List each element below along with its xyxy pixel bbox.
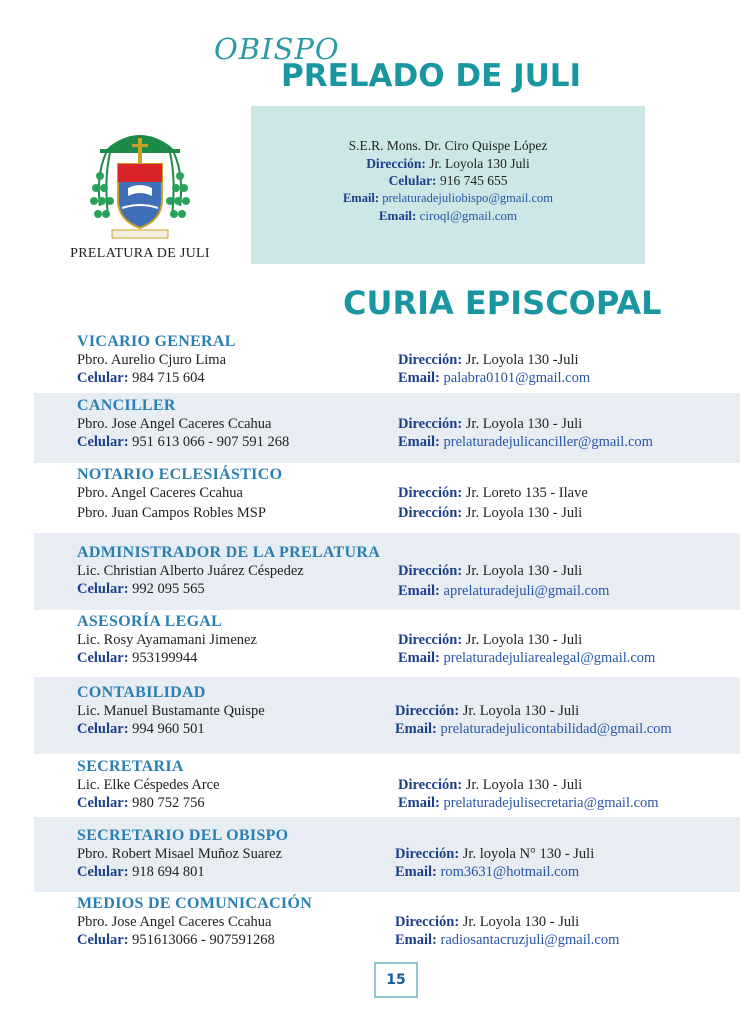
bishop-celular: 916 745 655 bbox=[439, 173, 508, 188]
celular-label: Celular: bbox=[77, 370, 129, 386]
entry-direccion-line bbox=[395, 913, 619, 931]
entry-celular: 994 960 501 bbox=[132, 721, 205, 737]
entry-direccion-line bbox=[398, 415, 653, 433]
email-label: Email: bbox=[398, 434, 440, 450]
entry-email-link[interactable]: rom3631@hotmail.com bbox=[440, 864, 580, 880]
entry-role: ASESORÍA LEGAL bbox=[77, 613, 223, 630]
directory-entry bbox=[77, 544, 737, 598]
entry-role: ADMINISTRADOR DE LA PRELATURA bbox=[77, 544, 381, 561]
entry-email-link[interactable]: prelaturadejulicanciller@gmail.com bbox=[443, 434, 653, 450]
celular-label: Celular: bbox=[77, 581, 129, 597]
bishop-direccion-line bbox=[251, 155, 645, 173]
entry-email-line bbox=[395, 720, 672, 738]
direccion-label: Dirección: bbox=[398, 352, 463, 368]
direccion-label: Dirección: bbox=[398, 485, 463, 501]
email-label: Email: bbox=[398, 370, 440, 386]
entry-direccion-line bbox=[398, 562, 609, 580]
entry-contact bbox=[398, 562, 609, 600]
email-label: Email: bbox=[398, 583, 440, 599]
entry-celular: 951613066 - 907591268 bbox=[132, 932, 275, 948]
entry-role: VICARIO GENERAL bbox=[77, 333, 236, 350]
direccion-label: Dirección: bbox=[398, 632, 463, 648]
entry-celular: 918 694 801 bbox=[132, 864, 205, 880]
entry-direccion: Jr. Loyola 130 -Juli bbox=[465, 352, 579, 368]
entry-direccion-line bbox=[398, 776, 659, 794]
entry-name: Pbro. Jose Angel Caceres Ccahua bbox=[77, 914, 272, 930]
entry-email-link[interactable]: radiosantacruzjuli@gmail.com bbox=[440, 932, 620, 948]
entry-role: NOTARIO ECLESIÁSTICO bbox=[77, 466, 283, 483]
entry-email-link[interactable]: aprelaturadejuli@gmail.com bbox=[443, 583, 610, 599]
entry-direccion-line bbox=[398, 484, 588, 502]
entry-direccion-2: Jr. Loyola 130 - Juli bbox=[465, 505, 583, 521]
celular-label: Celular: bbox=[77, 932, 129, 948]
entry-email-line bbox=[398, 649, 655, 667]
header-title-italic: OBISPO bbox=[214, 32, 340, 66]
email-label: Email: bbox=[395, 932, 437, 948]
entry-direccion: Jr. Loyola 130 - Juli bbox=[465, 777, 583, 793]
email-label: Email: bbox=[342, 190, 380, 205]
entry-direccion: Jr. Loreto 135 - Ilave bbox=[465, 485, 588, 501]
entry-contact bbox=[395, 845, 594, 881]
entry-email-line bbox=[398, 794, 659, 812]
celular-label: Celular: bbox=[77, 864, 129, 880]
entry-name-2: Pbro. Juan Campos Robles MSP bbox=[77, 505, 266, 521]
entry-celular: 980 752 756 bbox=[132, 795, 205, 811]
direccion-label: Dirección: bbox=[395, 846, 460, 862]
entry-contact bbox=[398, 415, 653, 451]
entry-direccion-line bbox=[395, 845, 594, 863]
entry-celular: 984 715 604 bbox=[132, 370, 205, 386]
entry-direccion: Jr. Loyola 130 - Juli bbox=[465, 416, 583, 432]
bishop-email2-line bbox=[251, 207, 645, 225]
direccion-label: Dirección: bbox=[395, 914, 460, 930]
entry-celular: 951 613 066 - 907 591 268 bbox=[132, 434, 290, 450]
email-label: Email: bbox=[395, 721, 437, 737]
entry-contact bbox=[398, 351, 590, 387]
directory-entry bbox=[77, 684, 737, 738]
entry-direccion-line bbox=[398, 631, 655, 649]
celular-label: Celular: bbox=[77, 721, 129, 737]
entry-direccion: Jr. Loyola 130 - Juli bbox=[465, 563, 583, 579]
directory-entry bbox=[77, 397, 737, 451]
entry-direccion-line-2 bbox=[398, 504, 588, 522]
section-title: CURIA EPISCOPAL bbox=[343, 284, 662, 322]
email-label: Email: bbox=[398, 795, 440, 811]
entry-role: MEDIOS DE COMUNICACIÓN bbox=[77, 895, 313, 912]
celular-label: Celular: bbox=[77, 795, 129, 811]
entry-email-link[interactable]: prelaturadejuliarealegal@gmail.com bbox=[443, 650, 656, 666]
directory-entry bbox=[77, 466, 737, 522]
entry-contact bbox=[398, 776, 659, 812]
entry-contact bbox=[395, 702, 672, 738]
bishop-name: S.E.R. Mons. Dr. Ciro Quispe López bbox=[348, 138, 548, 153]
entry-name: Lic. Christian Alberto Juárez Céspedez bbox=[77, 563, 304, 579]
celular-label: Celular: bbox=[77, 650, 129, 666]
entry-email-line bbox=[395, 863, 594, 881]
entry-name: Pbro. Aurelio Cjuro Lima bbox=[77, 352, 227, 368]
directory-entry bbox=[77, 895, 737, 949]
direccion-label: Dirección: bbox=[398, 777, 463, 793]
entry-contact bbox=[395, 913, 619, 949]
entry-email-line bbox=[398, 369, 590, 387]
entry-email-line bbox=[398, 582, 609, 600]
bishop-direccion: Jr. Loyola 130 Juli bbox=[429, 155, 530, 171]
directory-entry bbox=[77, 613, 737, 667]
entry-role: CONTABILIDAD bbox=[77, 684, 206, 701]
entry-email-link[interactable]: palabra0101@gmail.com bbox=[443, 370, 591, 386]
bishop-email1-line bbox=[251, 190, 645, 208]
entry-contact bbox=[398, 631, 655, 667]
entry-email-line bbox=[395, 931, 619, 949]
bishop-email1-link[interactable]: prelaturadejuliobispo@gmail.com bbox=[382, 190, 554, 205]
emblem-caption: PRELATURA DE JULI bbox=[70, 246, 210, 261]
email-label: Email: bbox=[398, 650, 440, 666]
directory-entry bbox=[77, 333, 737, 387]
entry-direccion: Jr. Loyola 130 - Juli bbox=[462, 703, 580, 719]
bishop-celular-line bbox=[251, 172, 645, 190]
email-label: Email: bbox=[378, 208, 417, 223]
directory-entry bbox=[77, 827, 737, 881]
entry-name: Pbro. Angel Caceres Ccahua bbox=[77, 485, 243, 501]
entry-celular: 953199944 bbox=[132, 650, 198, 666]
page-number: 15 bbox=[374, 962, 418, 998]
directory-entry bbox=[77, 758, 737, 812]
bishop-info-box bbox=[251, 106, 645, 264]
entry-name: Lic. Manuel Bustamante Quispe bbox=[77, 703, 265, 719]
entry-name: Pbro. Robert Misael Muñoz Suarez bbox=[77, 846, 282, 862]
direccion-label: Dirección: bbox=[398, 416, 463, 432]
entry-email-link[interactable]: prelaturadejulicontabilidad@gmail.com bbox=[436, 721, 672, 737]
entry-name: Lic. Elke Céspedes Arce bbox=[77, 777, 220, 793]
celular-label: Celular: bbox=[77, 434, 129, 450]
header-title-main: PRELADO DE JULI bbox=[281, 58, 582, 94]
email-label: Email: bbox=[395, 864, 437, 880]
entry-name: Pbro. Jose Angel Caceres Ccahua bbox=[77, 416, 272, 432]
entry-direccion-line bbox=[398, 351, 590, 369]
entry-direccion: Jr. Loyola 130 - Juli bbox=[462, 914, 580, 930]
entry-role: CANCILLER bbox=[77, 397, 176, 414]
direccion-label: Dirección: bbox=[395, 703, 460, 719]
entry-role: SECRETARIO DEL OBISPO bbox=[77, 827, 289, 844]
entry-direccion: Jr. Loyola 130 - Juli bbox=[465, 632, 583, 648]
entry-email-line bbox=[398, 433, 653, 451]
bishop-email2-link[interactable]: ciroql@gmail.com bbox=[419, 208, 518, 223]
entry-direccion: Jr. loyola N° 130 - Juli bbox=[462, 846, 595, 862]
entry-email-link[interactable]: prelaturadejulisecretaria@gmail.com bbox=[443, 795, 659, 811]
celular-label: Celular: bbox=[388, 173, 437, 188]
entry-role: SECRETARIA bbox=[77, 758, 184, 775]
coat-of-arms-emblem bbox=[70, 116, 210, 266]
entry-direccion-line bbox=[395, 702, 672, 720]
entry-contact bbox=[398, 484, 588, 522]
entry-name: Lic. Rosy Ayamamani Jimenez bbox=[77, 632, 257, 648]
direccion-label: Dirección: bbox=[398, 505, 463, 521]
direccion-label: Dirección: bbox=[366, 155, 426, 171]
direccion-label: Dirección: bbox=[398, 563, 463, 579]
entry-celular: 992 095 565 bbox=[132, 581, 205, 597]
